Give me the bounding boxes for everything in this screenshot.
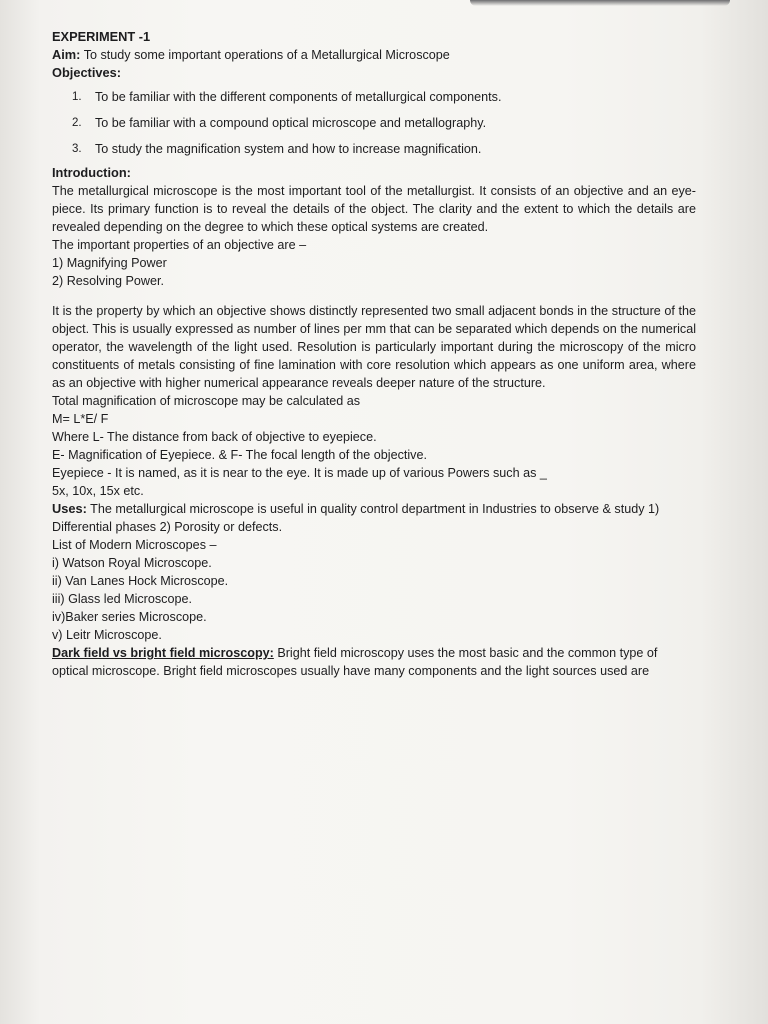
properties-intro: The important properties of an objective are – (52, 238, 307, 252)
page-top-shadow (470, 0, 730, 6)
objective-text: To be familiar with the different components of metallurgical components. (95, 90, 502, 104)
aim-label: Aim: (52, 47, 81, 62)
objective-number: 1. (72, 91, 82, 103)
eyepiece-powers: 5x, 10x, 15x etc. (52, 484, 144, 498)
darkfield-text: Bright field microscopy uses the most basic and the common type of optical microscope. Bright field microscopes usually have many components and the light sources used are (52, 646, 658, 678)
modern-microscope-item: ii) Van Lanes Hock Microscope. (52, 574, 229, 588)
formula-e-f-line: E- Magnification of Eyepiece. & F- The focal length of the objective. (52, 448, 427, 462)
modern-microscope-item: iii) Glass led Microscope. (52, 592, 192, 606)
magnification-formula: M= L*E/ F (52, 412, 109, 426)
objective-number: 3. (72, 143, 82, 155)
modern-microscope-item: v) Leitr Microscope. (52, 628, 162, 642)
property-resolving: 2) Resolving Power. (52, 274, 164, 288)
document-page (52, 28, 696, 680)
objective-item (52, 88, 696, 106)
property-magnifying: 1) Magnifying Power (52, 256, 167, 270)
modern-microscope-item: i) Watson Royal Microscope. (52, 556, 212, 570)
eyepiece-line: Eyepiece - It is named, as it is near to the eye. It is made up of various Powers such as _ (52, 466, 547, 480)
aim-line (52, 46, 696, 64)
aim-text: To study some important operations of a Metallurgical Microscope (80, 48, 450, 62)
magnification-intro: Total magnification of microscope may be calculated as (52, 394, 360, 408)
modern-microscope-item: iv)Baker series Microscope. (52, 610, 207, 624)
darkfield-label: Dark field vs bright field microscopy: (52, 646, 274, 660)
uses-label: Uses: (52, 501, 87, 516)
objective-item (52, 114, 696, 132)
objective-text: To study the magnification system and how to increase magnification. (95, 142, 482, 156)
modern-microscopes-heading: List of Modern Microscopes – (52, 538, 217, 552)
introduction-paragraph: The metallurgical microscope is the most important tool of the metallurgist. It consists of an objective and an eye-piece. Its primary function is to reveal the details of the object. The clarity and the extent to which the details are revealed depending on the degree to which these optical systems are created. (52, 184, 696, 234)
objective-number: 2. (72, 117, 82, 129)
darkfield-paragraph (52, 644, 696, 680)
uses-paragraph (52, 500, 696, 536)
uses-text: The metallurgical microscope is useful in quality control department in Industries to observe & study 1) Differential phases 2) Porosity or defects. (52, 502, 660, 534)
objectives-list (52, 88, 696, 158)
resolving-paragraph: It is the property by which an objective shows distinctly represented two small adjacent bonds in the structure of the object. This is usually expressed as number of lines per mm that can be separated which depends on the numerical operator, the wavelength of the light used. Resolution is particularly important during the microscopy of the micro constituents of metals consisting of fine lamination with core resolution which appears as one uniform area, where as an objective with higher numerical appearance reveals deeper nature of the structure. (52, 304, 696, 390)
formula-where-line: Where L- The distance from back of objective to eyepiece. (52, 430, 377, 444)
introduction-heading: Introduction: (52, 165, 131, 180)
objective-text: To be familiar with a compound optical microscope and metallography. (95, 116, 487, 130)
objectives-heading: Objectives: (52, 65, 121, 80)
experiment-title: EXPERIMENT -1 (52, 29, 151, 44)
objective-item (52, 140, 696, 158)
